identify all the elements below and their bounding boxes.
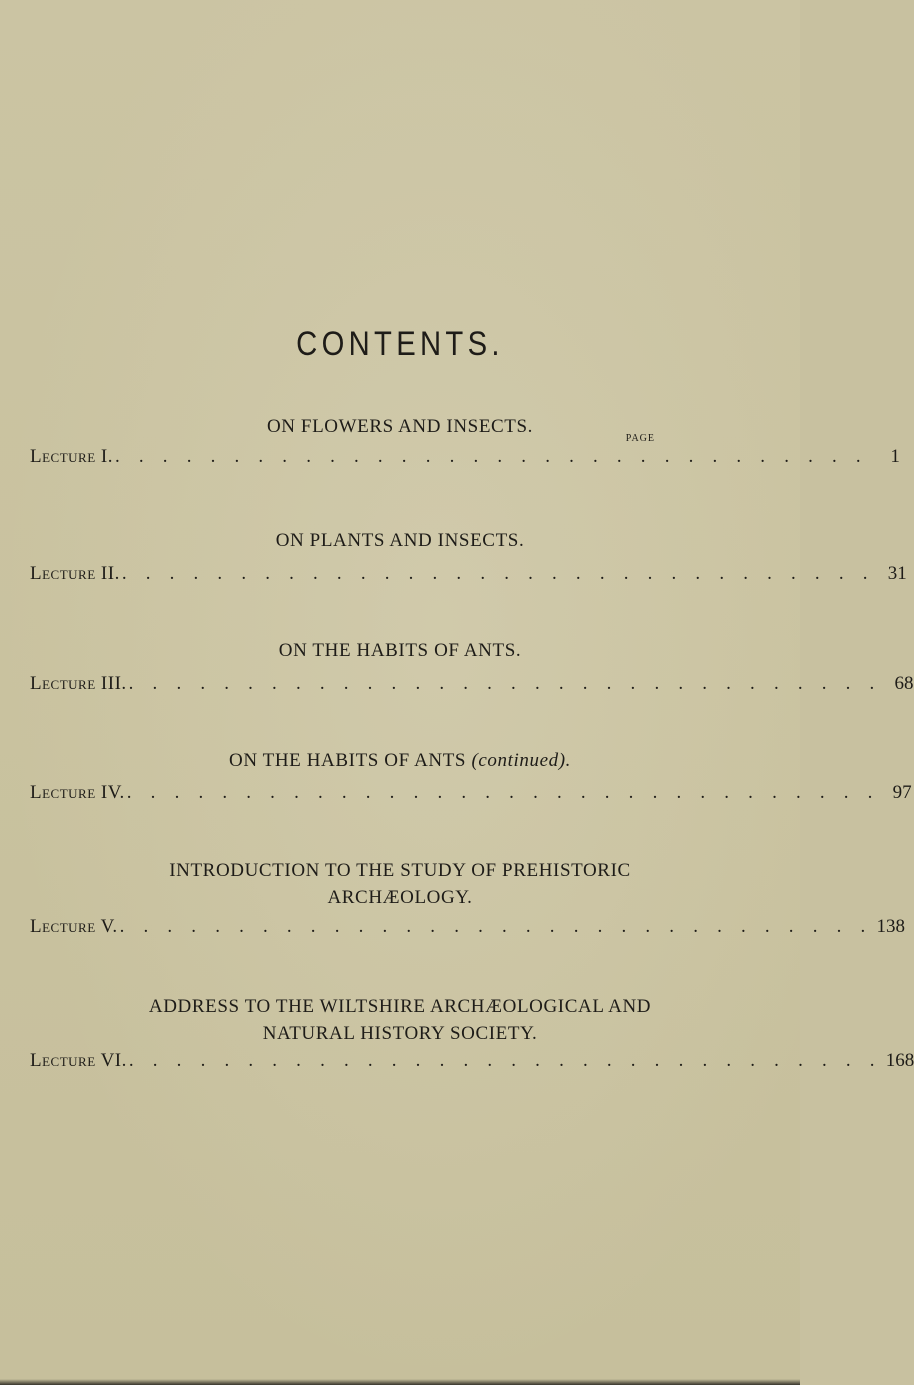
toc-entry-lecture-4[interactable] <box>30 782 912 808</box>
section-heading-2 <box>0 527 800 554</box>
section-heading-6-line-1: ADDRESS TO THE WILTSHIRE ARCHÆOLOGICAL AND <box>148 996 652 1017</box>
section-heading-5-line-2: ARCHÆOLOGY. <box>327 887 473 908</box>
toc-entry-lecture-6[interactable] <box>30 1050 914 1076</box>
page-number: 97 <box>892 782 912 803</box>
lecture-label: Lecture III. <box>30 673 127 694</box>
section-heading-5-line-1: INTRODUCTION TO THE STUDY OF PREHISTORIC <box>169 860 631 881</box>
section-heading-4 <box>0 747 800 774</box>
lecture-label: Lecture V. <box>30 916 118 937</box>
section-heading-6 <box>0 993 800 1047</box>
lecture-label: Lecture II. <box>30 563 120 584</box>
section-heading-2-line-1: ON PLANTS AND INSECTS. <box>275 530 525 551</box>
dot-leader: . . . . . . . . . . . . . . . . . . . . . . . . . . . . . . . . <box>121 563 875 584</box>
page-number: 138 <box>876 916 905 937</box>
page-number: 168 <box>885 1050 914 1071</box>
dot-leader: . . . . . . . . . . . . . . . . . . . . . . . . . . . . . . . . <box>128 673 882 694</box>
section-heading-4-suffix: (continued). <box>471 750 571 771</box>
section-heading-4-line-1: ON THE HABITS OF ANTS <box>229 750 467 771</box>
lecture-label: Lecture VI. <box>30 1050 127 1071</box>
dot-leader: . . . . . . . . . . . . . . . . . . . . . . . . . . . . . . . . <box>115 446 868 467</box>
section-heading-1 <box>0 413 800 440</box>
lecture-label: Lecture IV. <box>30 782 125 803</box>
section-heading-5 <box>0 857 800 911</box>
dot-leader: . . . . . . . . . . . . . . . . . . . . . . . . . . . . . . . . <box>128 1050 882 1071</box>
page-number: 68 <box>894 673 914 694</box>
toc-entry-lecture-2[interactable] <box>30 563 907 589</box>
toc-entry-lecture-5[interactable] <box>30 916 905 942</box>
toc-entry-lecture-3[interactable] <box>30 673 914 699</box>
section-heading-1-line-1: ON FLOWERS AND INSECTS. <box>266 416 534 437</box>
dot-leader: . . . . . . . . . . . . . . . . . . . . . . . . . . . . . . . . <box>119 916 873 937</box>
contents-title: CONTENTS. <box>296 325 504 363</box>
page-bottom-edge <box>0 1379 800 1385</box>
section-heading-3-line-1: ON THE HABITS OF ANTS. <box>278 640 522 661</box>
dot-leader: . . . . . . . . . . . . . . . . . . . . . . . . . . . . . . . . <box>126 782 880 803</box>
page-number: 1 <box>890 446 900 467</box>
lecture-label: Lecture I. <box>30 446 113 467</box>
toc-entry-lecture-1[interactable] <box>30 446 900 472</box>
page-column-label: PAGE <box>625 433 655 444</box>
section-heading-6-line-2: NATURAL HISTORY SOCIETY. <box>262 1023 538 1044</box>
section-heading-3 <box>0 637 800 664</box>
page-number: 31 <box>887 563 907 584</box>
